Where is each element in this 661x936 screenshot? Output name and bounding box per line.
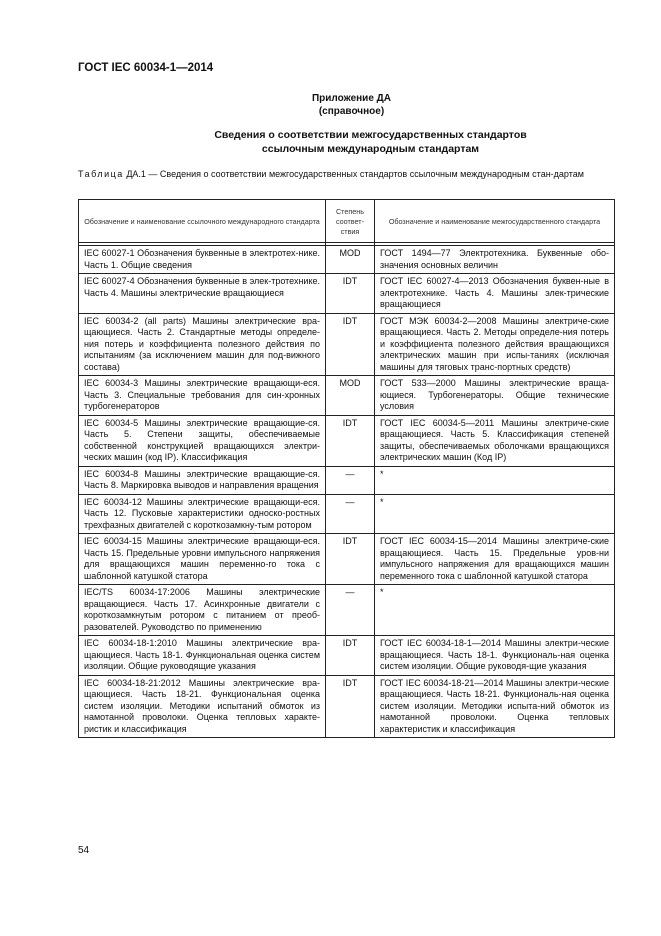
table-caption xyxy=(78,168,608,180)
table-row xyxy=(79,636,615,676)
degree-cell: IDT xyxy=(326,675,375,738)
interstate-standard-cell: ГОСТ IEC 60034-5—2011 Машины электриче-ские вращающиеся. Часть 5. Классификация степеней защиты, обеспечиваемых оболочками вращающихся электрических машин (Код IP) xyxy=(375,415,615,466)
header-interstate-standard: Обозначение и наименование межгосударственного стандарта xyxy=(375,200,615,243)
interstate-standard-cell: ГОСТ 1494—77 Электротехника. Буквенные обо-значения основных величин xyxy=(375,246,615,274)
international-standard-cell: IEC 60034-2 (all parts) Машины электрические вра-щающиеся. Часть 2. Стандартные методы определе-ния потерь и коэффициента полезного действия по испытаниям (за исключением машин для под-вижного состава) xyxy=(79,313,326,376)
interstate-standard-cell: ГОСТ 533—2000 Машины электрические враща-ющиеся. Турбогенераторы. Общие технические условия xyxy=(375,376,615,416)
annex-title: Приложение ДА xyxy=(311,93,392,104)
table-caption-label: Таблица xyxy=(78,169,124,179)
international-standard-cell: IEC 60027-4 Обозначения буквенные в элек-тротехнике. Часть 4. Машины электрические вращающиеся xyxy=(79,274,326,314)
page-number: 54 xyxy=(78,845,90,856)
table-row xyxy=(79,534,615,585)
standard-code: ГОСТ IEC 60034-1—2014 xyxy=(78,62,214,74)
table-row xyxy=(79,585,615,636)
section-title xyxy=(40,128,661,156)
interstate-standard-cell: ГОСТ МЭК 60034-2—2008 Машины электриче-ские вращающиеся. Часть 2. Методы определе-ния потерь и коэффициента полезного действия вращающихся электрических машин при испы-таниях (исключая машины для тяговых транс-портных средств) xyxy=(375,313,615,376)
international-standard-cell: IEC 60034-18-1:2010 Машины электрические вра-щающиеся. Часть 18-1. Функциональная оценка систем изоляции. Общие руководящие указания xyxy=(79,636,326,676)
degree-cell: IDT xyxy=(326,636,375,676)
table-row xyxy=(79,376,615,416)
international-standard-cell: IEC 60034-3 Машины электрические вращающи-еся. Часть 3. Специальные требования для син-хронных турбогенераторов xyxy=(79,376,326,416)
international-standard-cell: IEC 60034-8 Машины электрические вращающие-ся. Часть 8. Маркировка выводов и направления вращения xyxy=(79,466,326,494)
international-standard-cell: IEC 60034-18-21:2012 Машины электрические вра-щающиеся. Часть 18-21. Функциональная оценка систем изоляции. Методики испытаний обмоток из намотанной проволоки. Оценка тепловых характе-ристик и классификация xyxy=(79,675,326,738)
section-title-line2: ссылочным международным стандартам xyxy=(261,143,480,155)
table-row xyxy=(79,246,615,274)
section-title-line1: Сведения о соответствии межгосударственных стандартов xyxy=(214,129,527,141)
table-row xyxy=(79,313,615,376)
international-standard-cell: IEC 60027-1 Обозначения буквенные в электротех-нике. Часть 1. Общие сведения xyxy=(79,246,326,274)
degree-cell: MOD xyxy=(326,246,375,274)
header-international-standard: Обозначение и наименование ссылочного международного стандарта xyxy=(79,200,326,243)
table-row xyxy=(79,494,615,534)
table-row xyxy=(79,415,615,466)
degree-cell: IDT xyxy=(326,415,375,466)
table-row xyxy=(79,274,615,314)
interstate-standard-cell: ГОСТ IEC 60034-18-1—2014 Машины электри-ческие вращающиеся. Часть 18-1. Функциональ-ная оценка систем изоляции. Общие руководя-щие указания xyxy=(375,636,615,676)
degree-cell: IDT xyxy=(326,313,375,376)
interstate-standard-cell: ГОСТ IEC 60034-15—2014 Машины электриче-ские вращающиеся. Часть 15. Предельные уров-ни импульсного напряжения для вращающихся машин переменного тока с шаблонной катушкой статора xyxy=(375,534,615,585)
conformity-table xyxy=(78,199,615,738)
interstate-standard-cell: * xyxy=(375,494,615,534)
degree-cell: — xyxy=(326,494,375,534)
interstate-standard-cell: ГОСТ IEC 60027-4—2013 Обозначения буквен-ные в электротехнике. Часть 4. Машины элек-трические вращающиеся xyxy=(375,274,615,314)
degree-cell: — xyxy=(326,466,375,494)
international-standard-cell: IEC/TS 60034-17:2006 Машины электрические вращающиеся. Часть 17. Асинхронные двигатели с короткозамкнутым ротором с питанием от преоб-разователей. Руководство по применению xyxy=(79,585,326,636)
international-standard-cell: IEC 60034-12 Машины электрические вращающи-еся. Часть 12. Пусковые характеристики односко-ростных трехфазных двигателей с короткозамкну-тым ротором xyxy=(79,494,326,534)
table-body xyxy=(79,243,615,738)
interstate-standard-cell: ГОСТ IEC 60034-18-21—2014 Машины электри-ческие вращающиеся. Часть 18-21. Функциональ-ная оценка систем изоляции. Методики испыта-ний обмоток из намотанной проволоки. Оценка тепловых характеристик и классификация xyxy=(375,675,615,738)
interstate-standard-cell: * xyxy=(375,585,615,636)
table-row xyxy=(79,675,615,738)
annex-heading xyxy=(0,92,661,118)
degree-cell: — xyxy=(326,585,375,636)
degree-cell: MOD xyxy=(326,376,375,416)
table-row xyxy=(79,466,615,494)
degree-cell: IDT xyxy=(326,274,375,314)
table-caption-text: ДА.1 — Сведения о соответствии межгосударственных стандартов ссылочным международным стан-дартам xyxy=(126,169,584,179)
annex-subtitle: (справочное) xyxy=(318,106,385,117)
international-standard-cell: IEC 60034-15 Машины электрические вращающи-еся. Часть 15. Предельные уровни импульсного напряжения для вращающихся машин переменно-го тока с шаблонной катушкой статора xyxy=(79,534,326,585)
table-header-row xyxy=(79,200,615,243)
interstate-standard-cell: * xyxy=(375,466,615,494)
degree-cell: IDT xyxy=(326,534,375,585)
header-degree: Степень соответ-ствия xyxy=(326,200,375,243)
international-standard-cell: IEC 60034-5 Машины электрические вращающие-ся. Часть 5. Степени защиты, обеспечиваемые собственной конструкцией вращающихся электри-ческих машин (код IP). Классификация xyxy=(79,415,326,466)
